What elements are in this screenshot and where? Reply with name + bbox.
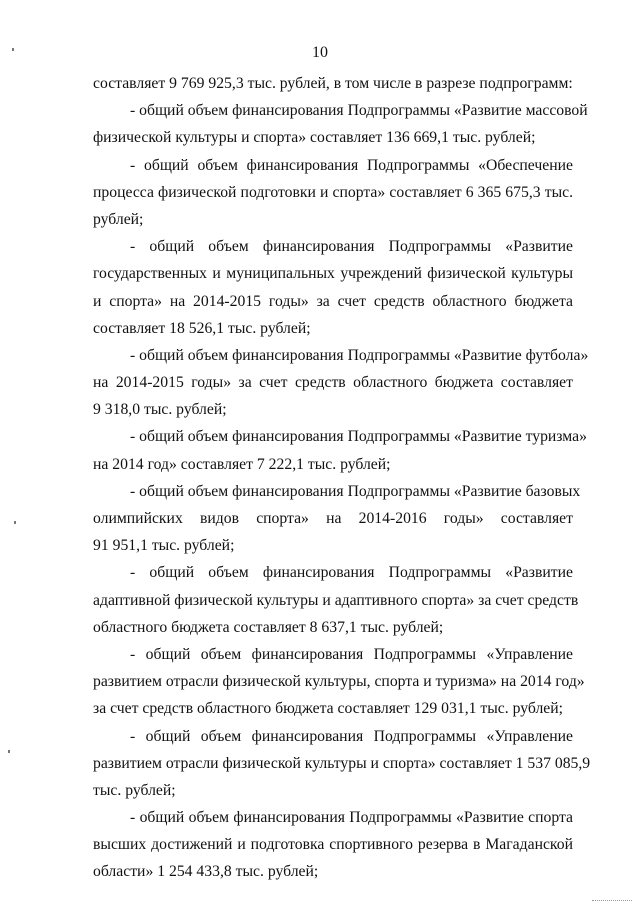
text-line: областного бюджета составляет 8 637,1 тыс. рублей;	[93, 618, 444, 636]
text-line: - общий объем финансирования Подпрограммы «Управление	[130, 727, 573, 745]
text-line: - общий объем финансирования Подпрограммы «Развитие массовой	[130, 102, 588, 120]
text-line: - общий объем финансирования Подпрограммы «Развитие	[130, 238, 573, 256]
scan-speck	[8, 750, 10, 753]
text-line: 9 318,0 тыс. рублей;	[93, 401, 227, 419]
scan-edge-mark	[592, 899, 632, 901]
text-line: на 2014 год» составляет 7 222,1 тыс. рублей;	[93, 455, 391, 473]
text-line: 91 951,1 тыс. рублей;	[93, 537, 235, 555]
text-line: области» 1 254 433,8 тыс. рублей;	[93, 863, 319, 881]
text-line: высших достижений и подготовка спортивного резерва в Магаданской	[93, 836, 573, 854]
text-line: - общий объем финансирования Подпрограммы «Развитие базовых	[130, 482, 581, 500]
text-line: - общий объем финансирования Подпрограммы «Развитие	[130, 564, 573, 582]
page-number: 10	[312, 44, 328, 61]
document-body	[93, 70, 591, 886]
text-line: составляет 9 769 925,3 тыс. рублей, в том числе в разрезе подпрограмм:	[93, 75, 573, 92]
text-line: - общий объем финансирования Подпрограммы «Управление	[130, 645, 573, 663]
text-line: государственных и муниципальных учреждений физической культуры	[93, 265, 573, 283]
text-line: развитием отрасли физической культуры, спорта и туризма» на 2014 год»	[93, 673, 585, 691]
text-line: и спорта» на 2014-2015 годы» за счет средств областного бюджета	[93, 292, 573, 310]
text-line: - общий объем финансирования Подпрограммы «Развитие футбола»	[130, 346, 589, 364]
scan-speck	[14, 521, 16, 524]
text-line: физической культуры и спорта» составляет 136 669,1 тыс. рублей;	[93, 129, 536, 147]
text-line: - общий объем финансирования Подпрограммы «Обеспечение	[130, 156, 573, 174]
text-line: на 2014-2015 годы» за счет средств областного бюджета составляет	[93, 374, 573, 392]
text-line: адаптивной физической культуры и адаптивного спорта» за счет средств	[93, 591, 579, 609]
text-line: - общий объем финансирования Подпрограммы «Развитие туризма»	[130, 428, 587, 446]
text-line: развитием отрасли физической культуры и спорта» составляет 1 537 085,9	[93, 754, 591, 772]
text-line: за счет средств областного бюджета составляет 129 031,1 тыс. рублей;	[93, 700, 563, 718]
text-line: процесса физической подготовки и спорта» составляет 6 365 675,3 тыс.	[93, 183, 573, 201]
text-line: рублей;	[93, 210, 144, 228]
text-line: составляет 18 526,1 тыс. рублей;	[93, 319, 311, 337]
text-line: тыс. рублей;	[93, 781, 176, 799]
scan-speck	[12, 48, 14, 51]
text-line: олимпийских видов спорта» на 2014-2016 годы» составляет	[93, 510, 573, 527]
text-line: - общий объем финансирования Подпрограммы «Развитие спорта	[130, 809, 573, 827]
